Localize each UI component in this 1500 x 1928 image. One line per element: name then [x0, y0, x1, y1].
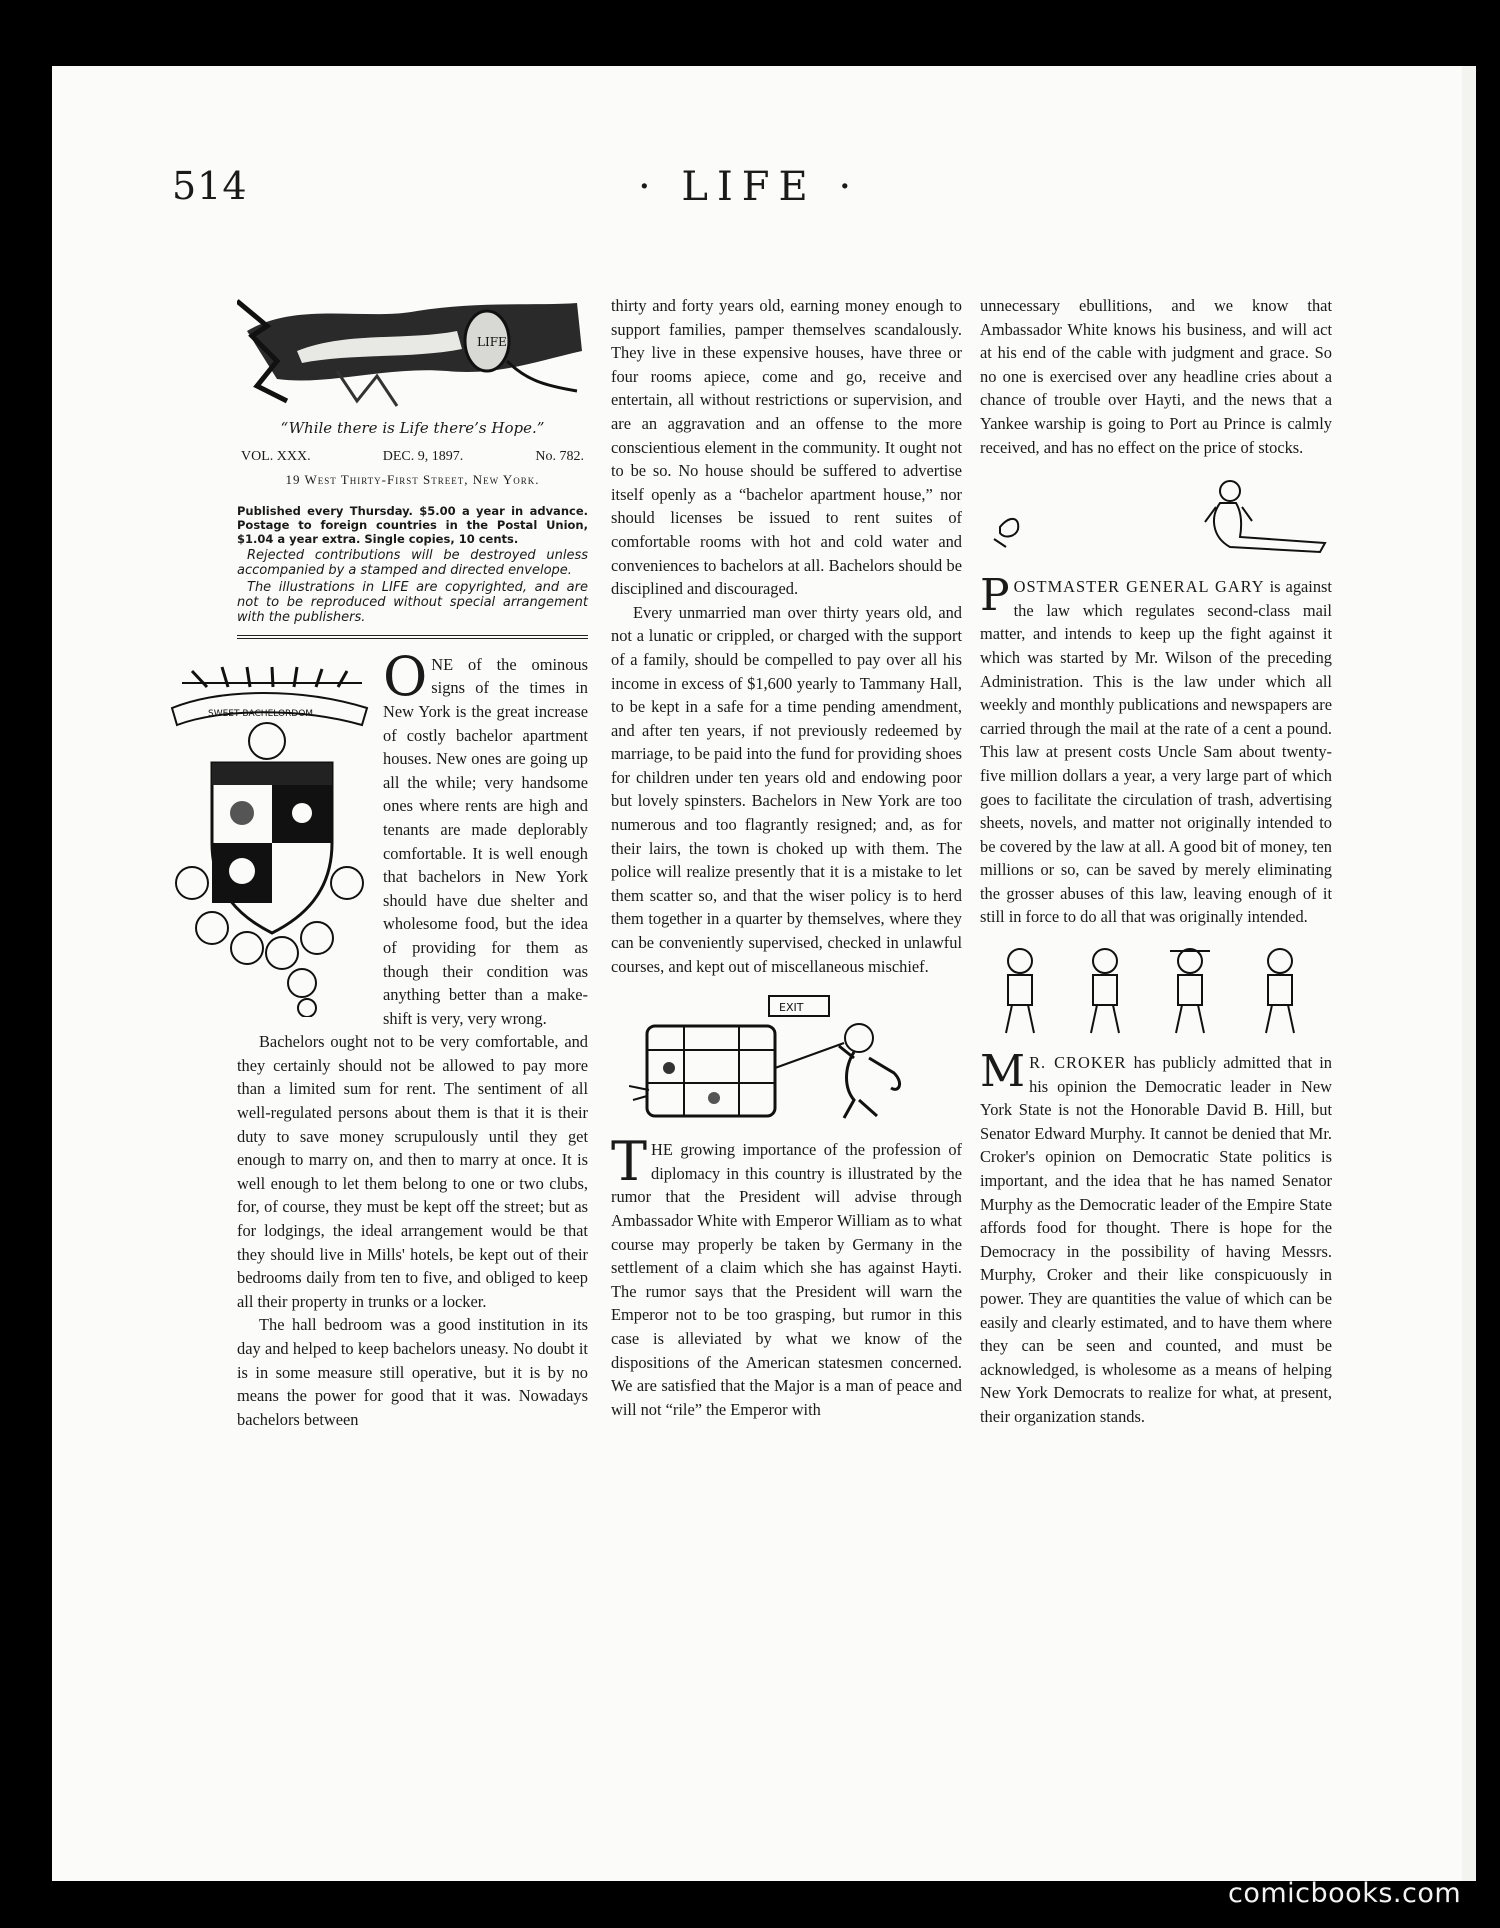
column-middle — [611, 294, 962, 1421]
article3-dropcap: P — [980, 570, 1010, 622]
crest-drawing — [152, 653, 377, 1017]
crest-banner-text: SWEET BACHELORDOM — [208, 708, 314, 719]
article4-dropcap: M — [980, 1046, 1026, 1098]
article1-dropcap: O — [383, 644, 428, 708]
article2-lead — [611, 1130, 962, 1421]
article4-text: has publicly admitted that in his opinion the Democratic leader in New York State is not the Honorable David B. Hill, but Senator Edward Murphy. It cannot be denied that Mr. Croker's opinion on Democratic State politics is important, and the idea that he has named Senator Murphy as the Democratic leader of the Empire State affords food for thought. There is hope for the Democracy in the possibility of having Messrs. Murphy, Croker and their like conspicuously in power. They are quantities the value of which can be easily and clearly estimated, and to have them where they can be seen and counted, and must be acknowledged, is wholesome as a means of helping New York Democrats to realize for what, at present, their organization stands. — [980, 1053, 1332, 1426]
notice-copyright: The illustrations in LIFE are copyrighted, and are not to be reproduced without special arrangement with the publishers. — [237, 579, 588, 625]
office-address: 19 West Thirty-First Street, New York. — [285, 472, 540, 488]
exit-trunk-illustration — [629, 988, 944, 1128]
bachelordom-crest-illustration — [152, 653, 377, 1017]
motto: “While there is Life there’s Hope.” — [280, 419, 545, 437]
article1-paragraph-2: Bachelors ought not to be very comfortable, and they certainly should not be allowed to pay more than a limited sum for rent. The sentiment of all well-regulated persons about them is that it is their duty to save money scrupulously until they get enough to marry on, and then to marry at once. It is well enough to let them belong to one or two clubs, for, of course, they must be kept off the street; but as for lodgings, the ideal arrangement would be that they should live in Mills' hotels, be kept out of their bedrooms daily from ten to five, and obliged to keep all their property in trunks or a locker. — [237, 1032, 588, 1311]
notice-rejected: Rejected contributions will be destroyed unless accompanied by a stamped and directed envelope. — [237, 547, 588, 578]
exit-sign-text: EXIT — [779, 1001, 804, 1015]
article1-paragraph-3: The hall bedroom was a good institution in its day and helped to keep bachelors uneasy. No doubt it is in some measure still operative, but it is by no means the power for good that it was. Nowadays bachelors between — [237, 1315, 588, 1429]
volume: VOL. XXX. — [241, 448, 311, 464]
article2-continued: unnecessary ebullitions, and we know that Ambassador White knows his business, and will act at his end of the cable with judgment and grace. So no one is exercised over any headline cries about a chance of trouble over Hayti, and the news that a Yankee warship is going to Port au Prince is calmly received, and has no effect on the price of stocks. — [980, 296, 1332, 457]
svg-text:LIFE: LIFE — [477, 335, 507, 349]
article3-lead-caps: OSTMASTER GENERAL GARY — [1013, 577, 1265, 597]
article2-text: HE growing importance of the profession of diplomacy in this country is illustrated by the rumor that the President will advise through Ambassador White with Emperor William as to what course may properly be taken by Germany in the settlement of a claim which she has against Hayti. The rumor says that the President will warn the Emperor not to be too grasping, but rumor in this case is alleviated by what we know of the dispositions of the American statesmen concerned. We are satisfied that the Major is a man of peace and will not “rile” the Emperor with — [611, 1140, 962, 1419]
article1-paragraph-4: Every unmarried man over thirty years old, and not a lunatic or crippled, or charged with the support of a family, should be compelled to pay over all his income in excess of $1,600 yearly to Tammany Hall, to be kept in a safe for a time pending amendment, and after ten years, if not previously redeemed by marriage, to be paid into the fund for providing shoes for children under ten years old and endowing poor but lovely spinsters. Bachelors in New York are too numerous and too flagrantly resigned; and, as for their lairs, the town is choked up with them. The police will realize presently that it is a mistake to let them scatter so, and that the wiser policy is to herd them together in a quarter by themselves, where they can be conveniently supervised, checked in unlawful courses, and kept out of miscellaneous mischief. — [611, 602, 962, 976]
issue-number: No. 782. — [535, 448, 584, 464]
figure-on-stairs-illustration — [980, 477, 1332, 567]
article3-lead — [980, 570, 1332, 929]
article1-lead-text: NE of the ominous signs of the times in New York is the great increase of costly bachelor apartment houses. New ones are going up all the while; very handsome ones where rents are high and tenants are made deplorably comfortable. It is well enough that bachelors in New York should have due shelter and wholesome food, but the idea of providing for them as though their condition was anything better than a make-shift is very, very wrong. — [383, 654, 588, 1028]
masthead-engraving — [237, 291, 588, 411]
adjacent-page-edge — [1462, 66, 1476, 1881]
article4-lead — [980, 1046, 1332, 1429]
publication-info: Published every Thursday. $5.00 a year in advance. Postage to foreign countries in the Postal Union, $1.04 a year extra. Single copies, 10 cents. — [237, 503, 588, 546]
volume-line — [237, 445, 588, 469]
divider-rule — [237, 635, 588, 639]
page-number: 514 — [172, 164, 248, 208]
article4-lead-caps: R. CROKER — [1029, 1053, 1127, 1073]
article2-dropcap: T — [611, 1130, 648, 1194]
column-right — [980, 294, 1332, 1429]
watermark: comicbooks.com — [1228, 1878, 1462, 1909]
masthead-illustration — [237, 291, 588, 411]
column-left — [208, 291, 588, 1431]
masthead-title: · LIFE · — [638, 164, 861, 210]
four-boys-illustration — [980, 941, 1332, 1041]
article1-paragraph-3-continued: thirty and forty years old, earning money enough to support families, pamper themselves scandalously. They live in these expensive houses, have three or four rooms apiece, come and go, receive and entertain, all without restrictions or supervision, and are an aggravation and an offense to the more conscientious element in the community. It ought not to be so. No house should be suffered to advertise itself openly as a “bachelor apartment house,” nor should licenses be issued to rent suites of comfortable rooms with hot and cold water and conveniences to bachelors at all. Bachelors should be disciplined and discouraged. — [611, 296, 962, 599]
issue-date: DEC. 9, 1897. — [382, 448, 464, 464]
article3-text: is against the law which regulates second-class mail matter, and intends to keep up the fight against it which was started by Mr. Wilson of the preceding Administration. This is the law under which all weekly and monthly publications and newspapers are carried through the mail at the rate of a cent a pound. This law at present costs Uncle Sam about twenty-five million dollars a year, a very large part of which goes to facilitate the circulation of trash, advertising sheets, novels, and matter not originally intended to be covered by the law at all. A good bit of money, ten millions or so, can be saved by merely eliminating the grosser abuses of this law, leaving enough of it still in force to do all that was originally intended. — [980, 577, 1332, 927]
